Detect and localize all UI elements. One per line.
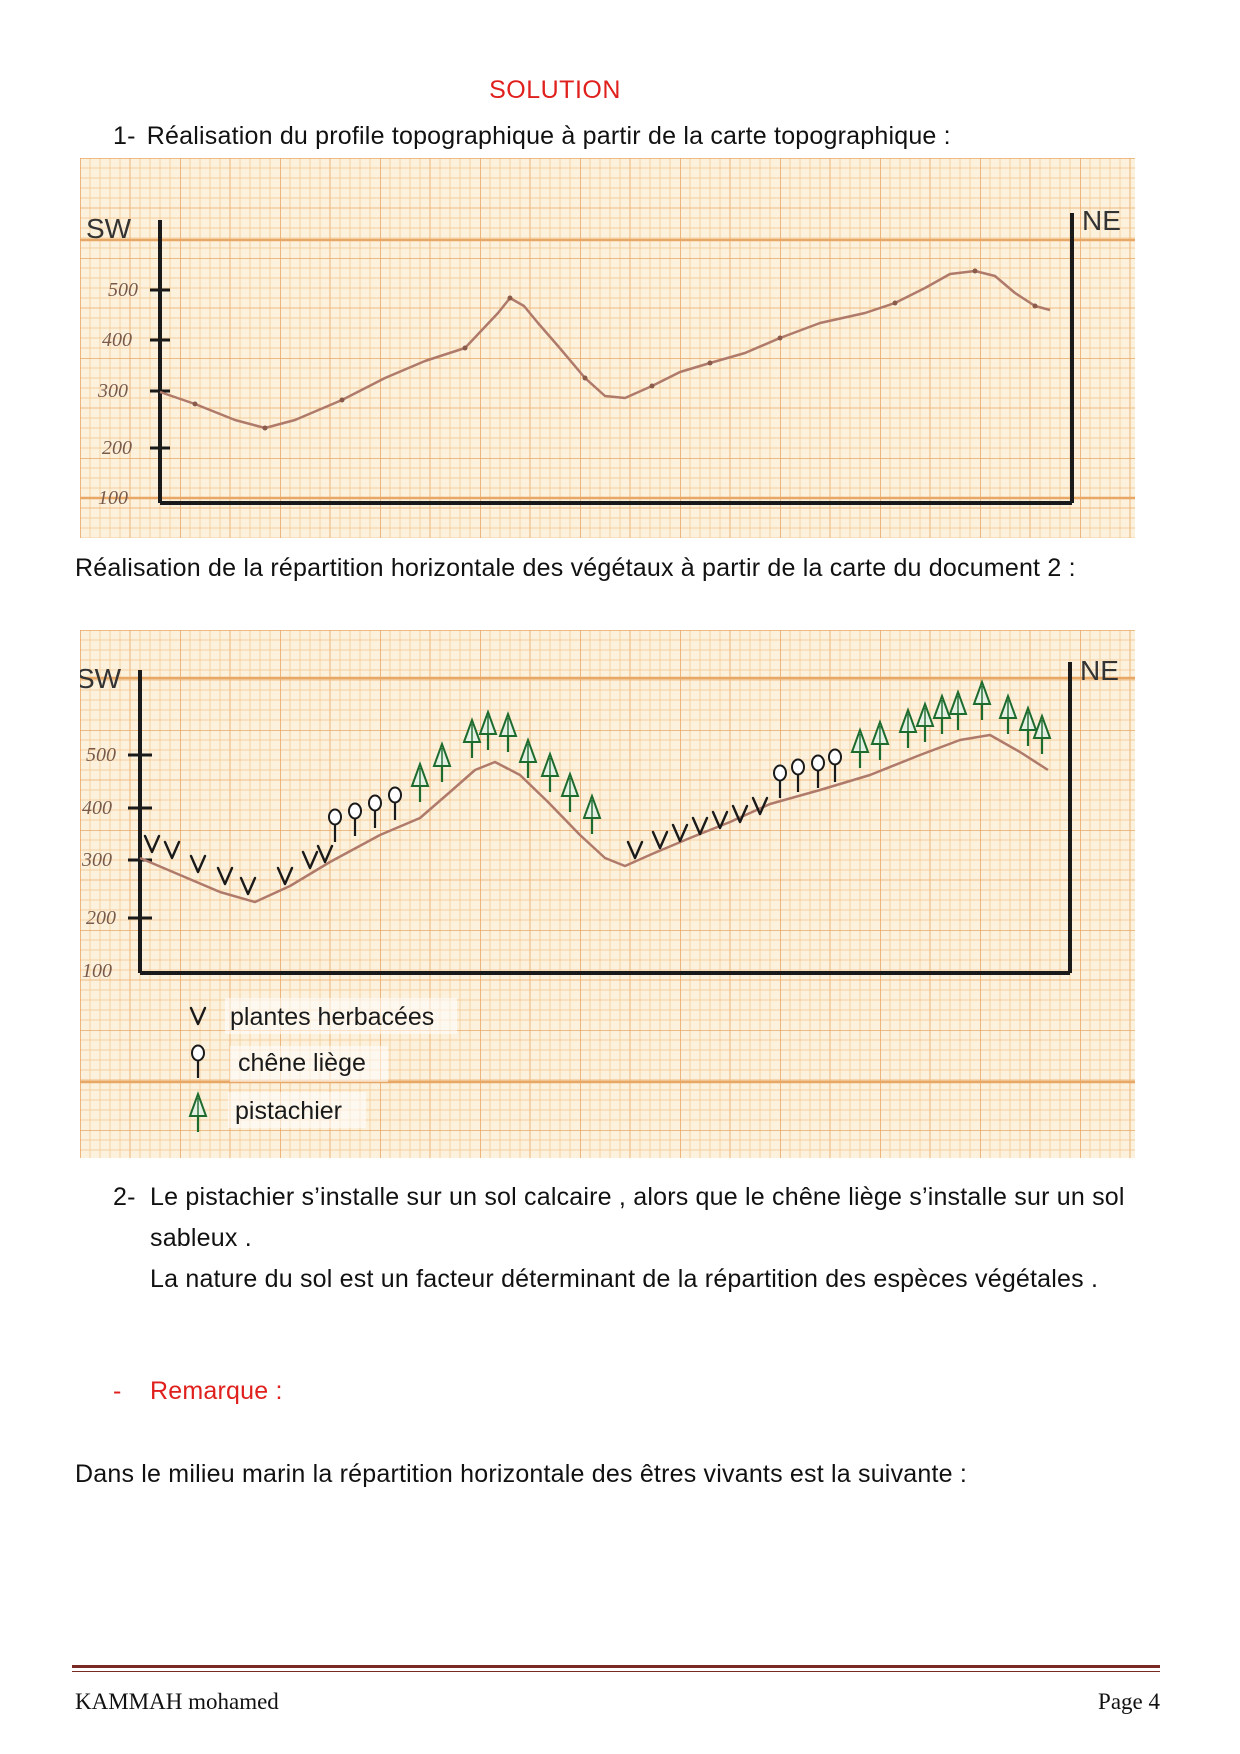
footer-author: KAMMAH mohamed (75, 1689, 279, 1714)
question-1-number: 1- (113, 122, 136, 150)
vegetation-y-tick: 400 (82, 797, 112, 819)
vegetation-distribution-svg (80, 630, 1135, 1158)
profile-y-tick: 200 (102, 437, 132, 459)
legend-cork-oak-label: chêne liège (238, 1049, 366, 1077)
footer-rule-thin (72, 1671, 1160, 1672)
vegetation-intro: Réalisation de la répartition horizontale des végétaux à partir de la carte du document 2 : (75, 554, 1076, 582)
vegetation-y-tick: 500 (86, 744, 116, 766)
legend-herb-label: plantes herbacées (230, 1003, 435, 1031)
vegetation-sw-label: SW (80, 663, 122, 694)
topographic-profile-figure (80, 158, 1135, 538)
footer-page-number: Page 4 (1098, 1689, 1160, 1714)
profile-y-tick: 100 (98, 487, 128, 509)
vegetation-y-tick: 300 (82, 849, 112, 871)
topographic-profile-svg (80, 158, 1135, 538)
marine-paragraph: Dans le milieu marin la répartition horizontale des êtres vivants est la suivante : (75, 1460, 968, 1488)
vegetation-ne-label: NE (1080, 655, 1119, 686)
question-2-text-2: La nature du sol est un facteur déterminant de la répartition des espèces végétales . (150, 1265, 1099, 1293)
profile-ne-label: NE (1082, 205, 1121, 236)
legend-pistachio-label: pistachier (235, 1097, 342, 1125)
question-1-text: Réalisation du profile topographique à partir de la carte topographique : (146, 122, 951, 150)
footer-rule (72, 1665, 1160, 1668)
vegetation-y-tick: 200 (86, 907, 116, 929)
profile-y-tick: 500 (108, 279, 138, 301)
profile-y-tick: 300 (98, 380, 128, 402)
page-title: SOLUTION (489, 76, 621, 104)
profile-sw-label: SW (86, 213, 132, 244)
profile-y-tick: 400 (102, 329, 132, 351)
question-1 (113, 116, 951, 157)
vegetation-distribution-figure (80, 630, 1135, 1158)
question-2-number: 2- (113, 1183, 136, 1211)
remark-label: Remarque : (150, 1377, 283, 1405)
question-2-body (150, 1177, 1200, 1300)
remark-bullet: - (113, 1377, 122, 1405)
question-2-text: Le pistachier s’installe sur un sol calcaire , alors que le chêne liège s’installe sur un sol sableux . (150, 1183, 1125, 1252)
vegetation-y-tick: 100 (82, 960, 112, 982)
